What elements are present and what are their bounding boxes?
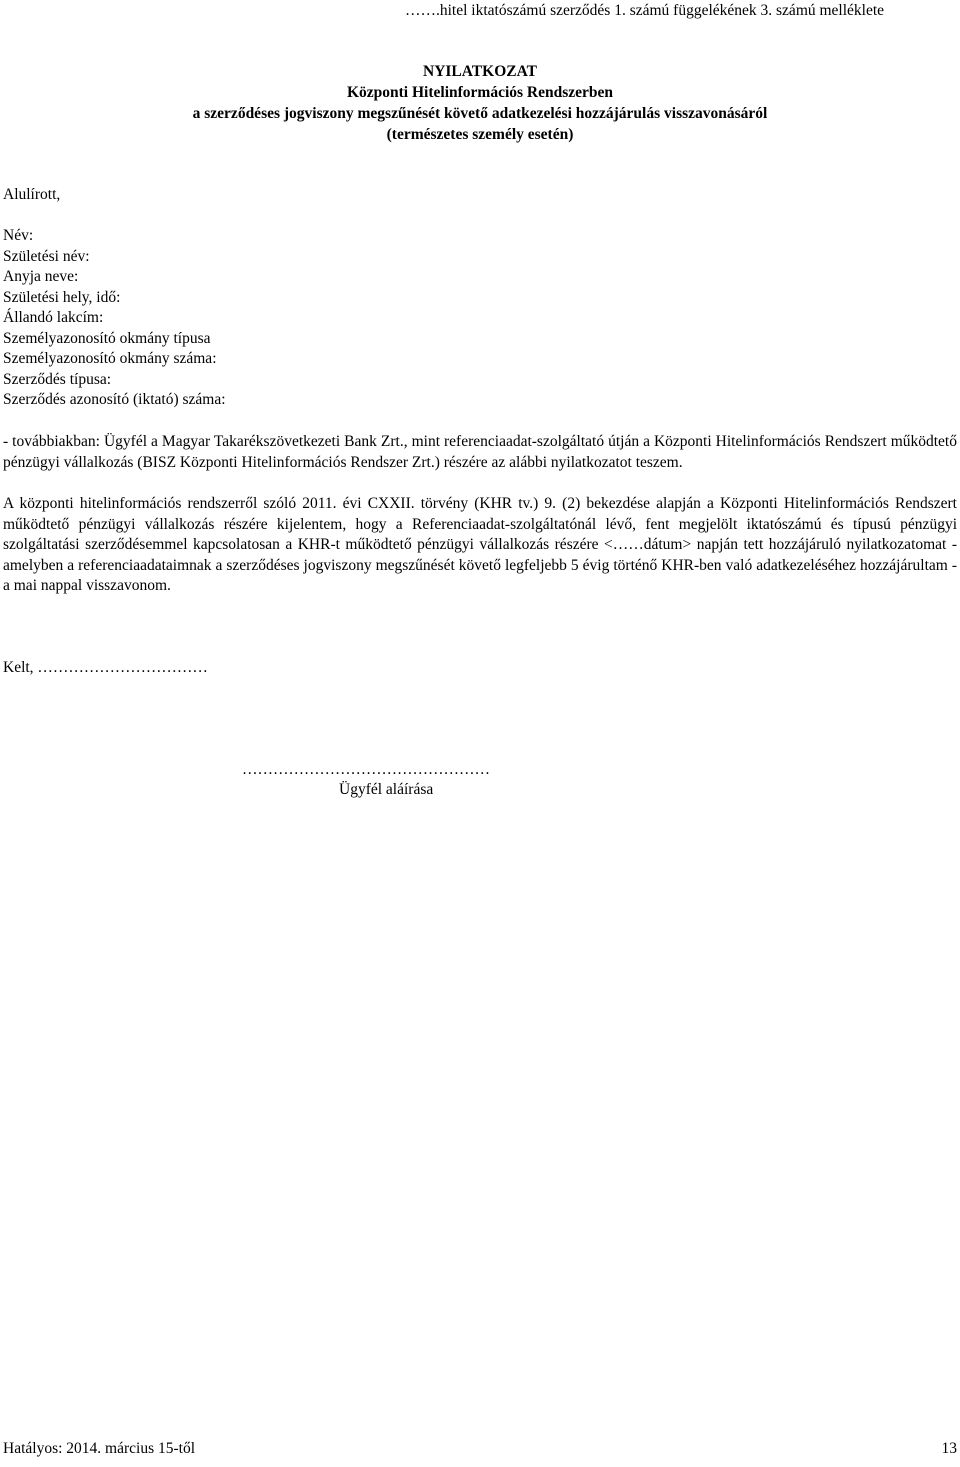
field-birth-place-date: Születési hely, idő: [3,288,121,306]
field-birth-name: Születési név: [3,247,90,265]
document-title-block [0,61,960,145]
page-number: 13 [941,1440,957,1457]
field-id-document-type: Személyazonosító okmány típusa [3,329,211,347]
document-subtitle-system: Központi Hitelinformációs Rendszerben [346,84,614,101]
undersigned-label: Alulírott, [3,186,61,203]
field-contract-id: Szerződés azonosító (iktató) száma: [3,391,226,408]
field-permanent-address: Állandó lakcím: [3,309,104,326]
field-mother-name: Anyja neve: [3,268,79,285]
document-title: NYILATKOZAT [423,63,537,80]
signature-label: Ügyfél aláírása [339,781,434,798]
document-subtitle-subject: a szerződéses jogviszony megszűnését követő adatkezelési hozzájárulás visszavonásáról [192,105,768,122]
effective-date-footer: Hatályos: 2014. március 15-től [3,1440,195,1457]
personal-data-fields [3,226,226,411]
appendix-reference-note: …….hitel iktatószámú szerződés 1. számú függelékének 3. számú melléklete [405,2,885,19]
field-name: Név: [3,227,34,244]
field-contract-type: Szerződés típusa: [3,370,112,388]
place-date-line: Kelt, …………………………… [3,659,208,676]
document-subtitle-scope: (természetes személy esetén) [386,126,574,143]
signature-line: ………………………………………… [242,761,490,778]
declaration-intro-paragraph: - továbbiakban: Ügyfél a Magyar Takarékszövetkezeti Bank Zrt., mint referenciaadat-szolgáltató útján a Központi Hitelinformációs Rendszert működtető pénzügyi vállalkozás (BISZ Központi Hitelinformációs Rendszer Zrt.) részére az alábbi nyilatkozatot teszem. [3,433,957,471]
field-id-document-number: Személyazonosító okmány száma: [3,350,217,367]
revocation-statement-paragraph: A központi hitelinformációs rendszerről szóló 2011. évi CXXII. törvény (KHR tv.) 9. (2) bekezdése alapján a Központi Hitelinformációs Rendszert működtető pénzügyi vállalkozás részére kijelentem, hogy a Referenciaadat-szolgáltatónál lévő, fent megjelölt iktatószámú és típusú pénzügyi szolgáltatási szerződésemmel kapcsolatosan a KHR-t működtető pénzügyi vállalkozás részére <……dátum> napján tett hozzájáruló nyilatkozatomat - amelyben a referenciaadataimnak a szerződéses jogviszony megszűnését követő legfeljebb 5 évig történő KHR-ben való adatkezeléséhez hozzájárultam - a mai nappal visszavonom. [3,495,957,594]
